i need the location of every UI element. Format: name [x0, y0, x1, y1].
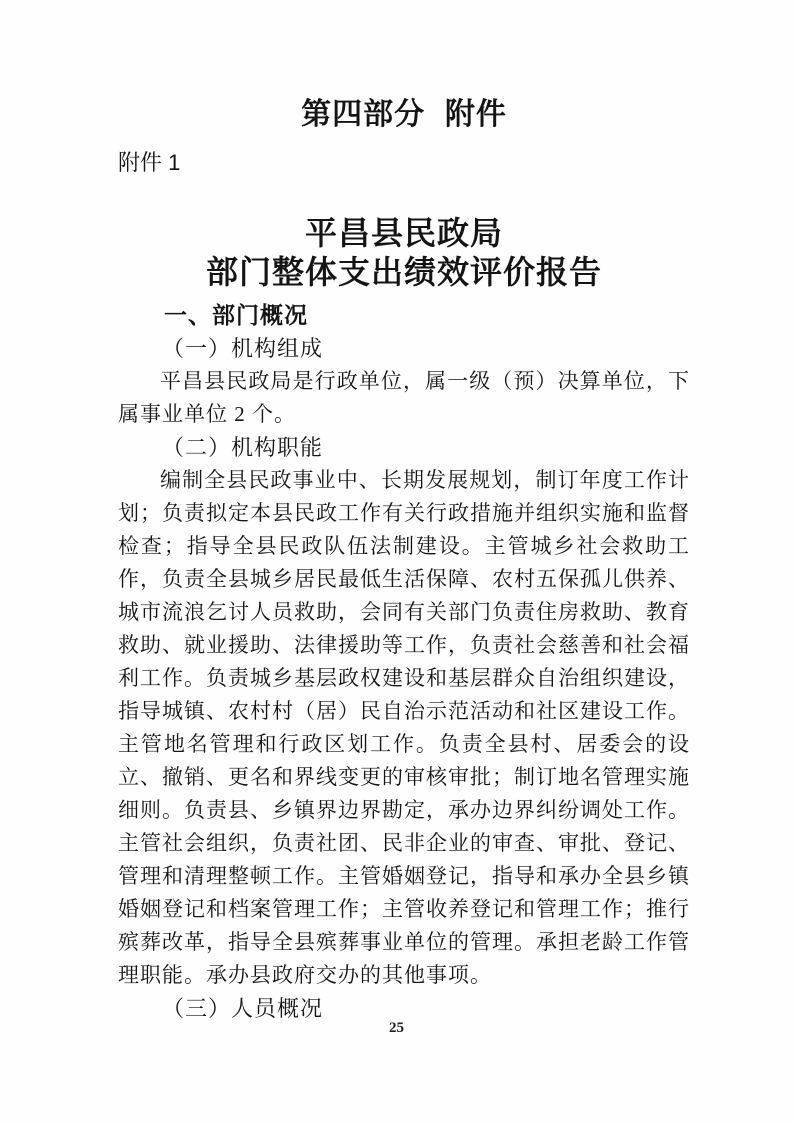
- paragraph-organization-composition: 平昌县民政局是行政单位，属一级（预）决算单位，下属事业单位 2 个。: [118, 369, 690, 426]
- sub-heading-organization-functions: （二）机构职能: [162, 435, 324, 460]
- report-title-line1: 平昌县民政局: [304, 215, 503, 251]
- paragraph-organization-functions: 编制全县民政事业中、长期发展规划，制订年度工作计划；负责拟定本县民政工作有关行政措施并组织实施和监督检查；指导全县民政队伍法制建设。主管城乡社会救助工作，负责全县城乡居民最低生活保障、农村五保孤儿供养、城市流浪乞讨人员救助，会同有关部门负责住房救助、教育救助、就业援助、法律援助等工作，负责社会慈善和社会福利工作。负责城乡基层政权建设和基层群众自治组织建设，指导城镇、农村村（居）民自治示范活动和社区建设工作。主管地名管理和行政区划工作。负责全县村、居委会的设立、撤销、更名和界线变更的审核审批；制订地名管理实施细则。负责县、乡镇界边界勘定，承办边界纠纷调处工作。主管社会组织，负责社团、民非企业的审查、审批、登记、管理和清理整顿工作。主管婚姻登记，指导和承办全县乡镇婚姻登记和档案管理工作；主管收养登记和管理工作；推行殡葬改革，指导全县殡葬事业单位的管理。承担老龄工作管理职能。承办县政府交办的其他事项。: [118, 468, 690, 987]
- report-title: [118, 214, 690, 292]
- attachment-label: 附件 1: [118, 150, 181, 175]
- page-number: 25: [389, 1020, 404, 1036]
- sub-heading-personnel-overview: （三）人员概况: [162, 996, 324, 1021]
- section-title: 第四部分 附件: [301, 98, 507, 131]
- report-title-line2: 部门整体支出绩效评价报告: [205, 254, 602, 290]
- chapter-heading-department-overview: 一、部门概况: [164, 302, 308, 328]
- document-body: [118, 299, 690, 1025]
- sub-heading-organization-composition: （一）机构组成: [162, 336, 324, 361]
